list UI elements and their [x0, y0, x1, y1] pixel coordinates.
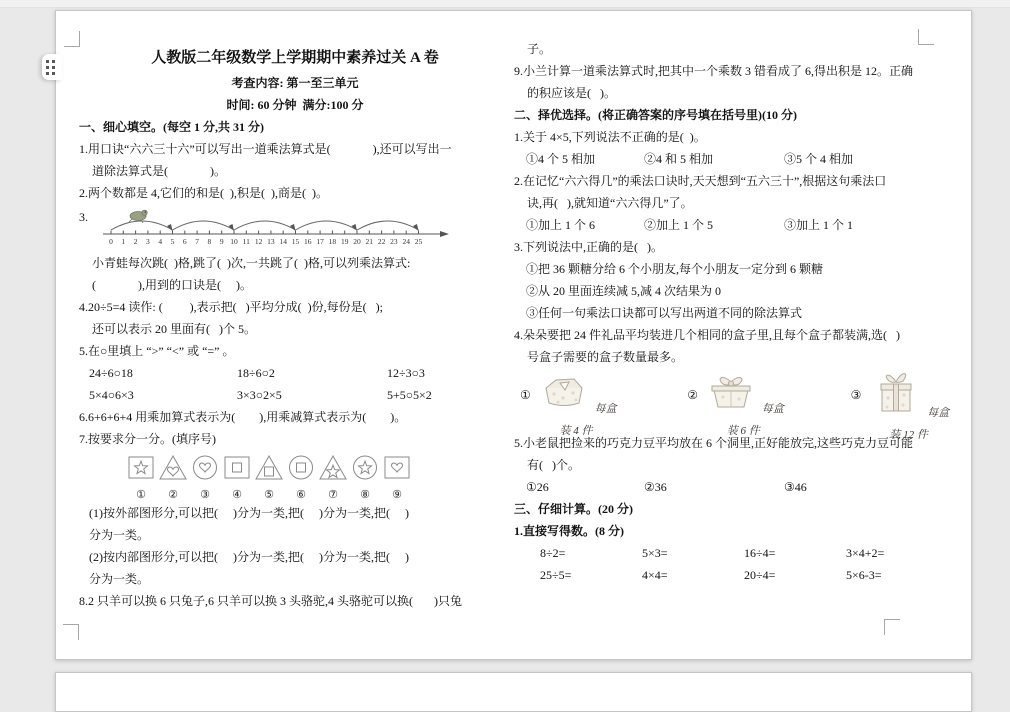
svg-text:18: 18 — [328, 237, 337, 246]
choice3-line: 3.下列说法中,正确的是( )。 — [514, 240, 663, 254]
left-column — [79, 44, 511, 612]
svg-text:15: 15 — [291, 237, 300, 246]
choice5-line1: 5.小老鼠把捡来的巧克力豆平均放在 6 个洞里,正好能放完,这些巧克力豆可能 — [514, 436, 914, 450]
svg-text:10: 10 — [230, 237, 238, 246]
q8-continuation: 子。 — [527, 42, 552, 56]
margin-corner-mark — [884, 619, 900, 635]
shape-triangle-heart-icon — [158, 454, 188, 481]
calc-row2: 25÷5= 4×4= 20÷4= 5×6-3= — [540, 568, 882, 582]
shape-item — [285, 454, 317, 500]
choice2-line1: 2.在记忆“六六得几”的乘法口诀时,天天想到“五六三十”,根据这句乘法口 — [514, 174, 887, 188]
q7-sub1-line2: 分为一类。 — [89, 528, 150, 542]
window-top-strip — [0, 0, 1010, 8]
choice3-option1: ①把 36 颗糖分给 6 个小朋友,每个小朋友一定分到 6 颗糖 — [526, 262, 824, 276]
choice2-options: ①加上 1 个 6 ②加上 1 个 5 ③加上 1 个 1 — [526, 218, 854, 232]
q3-line2: ( ),用到的口诀是( )。 — [92, 278, 252, 292]
paper-title: 人教版二年级数学上学期期中素养过关 A 卷 — [151, 50, 439, 66]
choice3-option3: ③任何一句乘法口诀都可以写出两道不同的除法算式 — [526, 306, 803, 320]
choice1-line: 1.关于 4×5,下列说法不正确的是( )。 — [514, 130, 706, 144]
shape-number: ⑥ — [296, 489, 306, 501]
shape-number: ⑨ — [392, 489, 402, 501]
svg-text:12: 12 — [254, 237, 263, 246]
gift-box-number: ① — [520, 388, 531, 402]
svg-text:13: 13 — [267, 237, 275, 246]
svg-text:14: 14 — [279, 237, 287, 246]
svg-text:17: 17 — [316, 237, 324, 246]
shape-item — [381, 454, 413, 500]
shape-item — [125, 454, 157, 500]
choice4-line1: 4.朵朵要把 24 件礼品平均装进几个相同的盒子里,且每个盒子都装满,选( ) — [514, 328, 900, 342]
shape-square-square-icon — [222, 454, 252, 481]
q5-compare-row2: 5×4○6×3 3×3○2×5 5+5○5×2 — [89, 388, 432, 402]
shape-item — [317, 454, 349, 500]
shape-square-star-icon — [126, 454, 156, 481]
svg-text:24: 24 — [402, 237, 410, 246]
choice1-options: ①4 个 5 相加 ②4 和 5 相加 ③5 个 4 相加 — [526, 152, 854, 166]
grip-dots-icon — [46, 60, 55, 75]
shape-number: ② — [168, 489, 178, 501]
svg-text:3: 3 — [146, 237, 150, 246]
right-column — [514, 38, 952, 586]
calc-heading: 1.直接写得数。(8 分) — [514, 524, 624, 538]
svg-text:9: 9 — [219, 237, 224, 246]
gift-box-option-1 — [520, 370, 617, 437]
q7-sub2-line2: 分为一类。 — [89, 572, 150, 586]
margin-corner-mark — [64, 31, 80, 47]
choice3-option2: ②从 20 里面连续减 5,减 4 次结果为 0 — [526, 284, 722, 298]
q9-line1: 9.小兰计算一道乘法算式时,把其中一个乘数 3 错看成了 6,得出积是 12。正确 — [514, 64, 914, 78]
shape-triangle-square-icon — [254, 454, 284, 481]
q5-heading: 5.在○里填上 “>” “<” 或 “=” 。 — [79, 344, 235, 358]
shape-circle-square-icon — [286, 454, 316, 481]
gift-box-label: 每盒装 12 件 — [889, 407, 950, 441]
section1-heading: 一、细心填空。(每空 1 分,共 31 分) — [79, 120, 264, 134]
gift-boxes-figure — [516, 370, 952, 441]
section2-heading: 二、择优选择。(将正确答案的序号填在括号里)(10 分) — [514, 108, 797, 122]
svg-text:22: 22 — [377, 237, 386, 246]
number-line-icon — [101, 206, 453, 250]
q3-line1: 小青蛙每次跳( )格,跳了( )次,一共跳了( )格,可以列乘法算式: — [92, 256, 411, 270]
shape-number: ⑦ — [328, 489, 338, 501]
document-page-2 — [55, 672, 972, 712]
section3-heading: 三、仔细计算。(20 分) — [514, 502, 633, 516]
document-page-1 — [55, 10, 972, 660]
time-and-score: 时间: 60 分钟 满分:100 分 — [226, 98, 364, 112]
q7-shapes-row — [125, 454, 511, 500]
q8: 8.2 只羊可以换 6 只兔子,6 只羊可以换 3 头骆驼,4 头骆驼可以换( )只兔 — [79, 594, 462, 608]
svg-text:4: 4 — [158, 237, 163, 246]
shape-square-heart-icon — [382, 454, 412, 481]
drag-handle[interactable] — [42, 54, 62, 80]
svg-text:16: 16 — [304, 237, 312, 246]
svg-text:5: 5 — [170, 237, 175, 246]
margin-corner-mark — [63, 624, 79, 640]
q1-line1: 1.用口诀“六六三十六”可以写出一道乘法算式是( ),还可以写出一 — [79, 142, 452, 156]
svg-text:2: 2 — [133, 237, 138, 246]
svg-text:25: 25 — [414, 237, 423, 246]
q4-line1: 4.20÷5=4 读作: ( ),表示把( )平均分成( )份,每份是( ); — [79, 300, 383, 314]
gift-box-label: 每盒装 6 件 — [726, 403, 784, 437]
shape-item — [157, 454, 189, 500]
shape-number: ⑧ — [360, 489, 370, 501]
q1-line2: 道除法算式是( )。 — [92, 164, 226, 178]
svg-text:23: 23 — [390, 237, 398, 246]
svg-text:6: 6 — [182, 237, 187, 246]
choice4-line2: 号盒子需要的盒子数量最多。 — [527, 350, 684, 364]
q6: 6.6+6+6+4 用乘加算式表示为( ),用乘减算式表示为( )。 — [79, 410, 407, 424]
shape-number: ③ — [200, 489, 210, 501]
q2: 2.两个数都是 4,它们的和是( ),积是( ),商是( )。 — [79, 186, 328, 200]
shape-circle-star-icon — [350, 454, 380, 481]
svg-text:11: 11 — [242, 237, 250, 246]
choice5-line2: 有( )个。 — [527, 458, 580, 472]
svg-text:19: 19 — [340, 237, 349, 246]
shape-item — [349, 454, 381, 500]
gift-box-label: 每盒装 4 件 — [559, 403, 617, 437]
q3-numberline-figure — [79, 206, 511, 250]
choice2-line2: 诀,再( ),就知道“六六得几”了。 — [527, 196, 693, 210]
gift-box-number: ② — [687, 388, 699, 402]
shape-number: ④ — [232, 489, 242, 501]
gift-box-option-2 — [687, 370, 784, 437]
shape-circle-heart-icon — [190, 454, 220, 481]
svg-text:8: 8 — [207, 237, 212, 246]
gift-box-option-3 — [850, 370, 952, 441]
shape-item — [221, 454, 253, 500]
shape-triangle-star-icon — [318, 454, 348, 481]
gift-box-number: ③ — [850, 388, 862, 402]
q9-line2: 的积应该是( )。 — [527, 86, 616, 100]
shape-item — [189, 454, 221, 500]
svg-text:0: 0 — [109, 237, 113, 246]
shape-number: ① — [136, 489, 146, 501]
choice5-options: ①26 ②36 ③46 — [526, 480, 807, 494]
q5-compare-row1: 24÷6○18 18÷6○2 12÷3○3 — [89, 366, 425, 380]
calc-row1: 8÷2= 5×3= 16÷4= 3×4+2= — [540, 546, 885, 560]
shape-item — [253, 454, 285, 500]
q4-line2: 还可以表示 20 里面有( )个 5。 — [92, 322, 256, 336]
shape-number: ⑤ — [264, 489, 274, 501]
q7-heading: 7.按要求分一分。(填序号) — [79, 432, 216, 446]
gift-box-tall-icon — [868, 370, 924, 416]
q3-label: 3. — [79, 210, 88, 224]
svg-text:1: 1 — [121, 237, 126, 246]
q7-sub2-line1: (2)按内部图形分,可以把( )分为一类,把( )分为一类,把( ) — [89, 550, 409, 564]
svg-text:20: 20 — [353, 237, 361, 246]
gift-box-bow-icon — [703, 370, 759, 412]
q7-sub1-line1: (1)按外部图形分,可以把( )分为一类,把( )分为一类,把( ) — [89, 506, 409, 520]
exam-scope: 考查内容: 第一至三单元 — [231, 76, 359, 90]
svg-text:7: 7 — [195, 237, 199, 246]
gift-box-flat-icon — [536, 370, 592, 412]
svg-text:21: 21 — [365, 237, 374, 246]
